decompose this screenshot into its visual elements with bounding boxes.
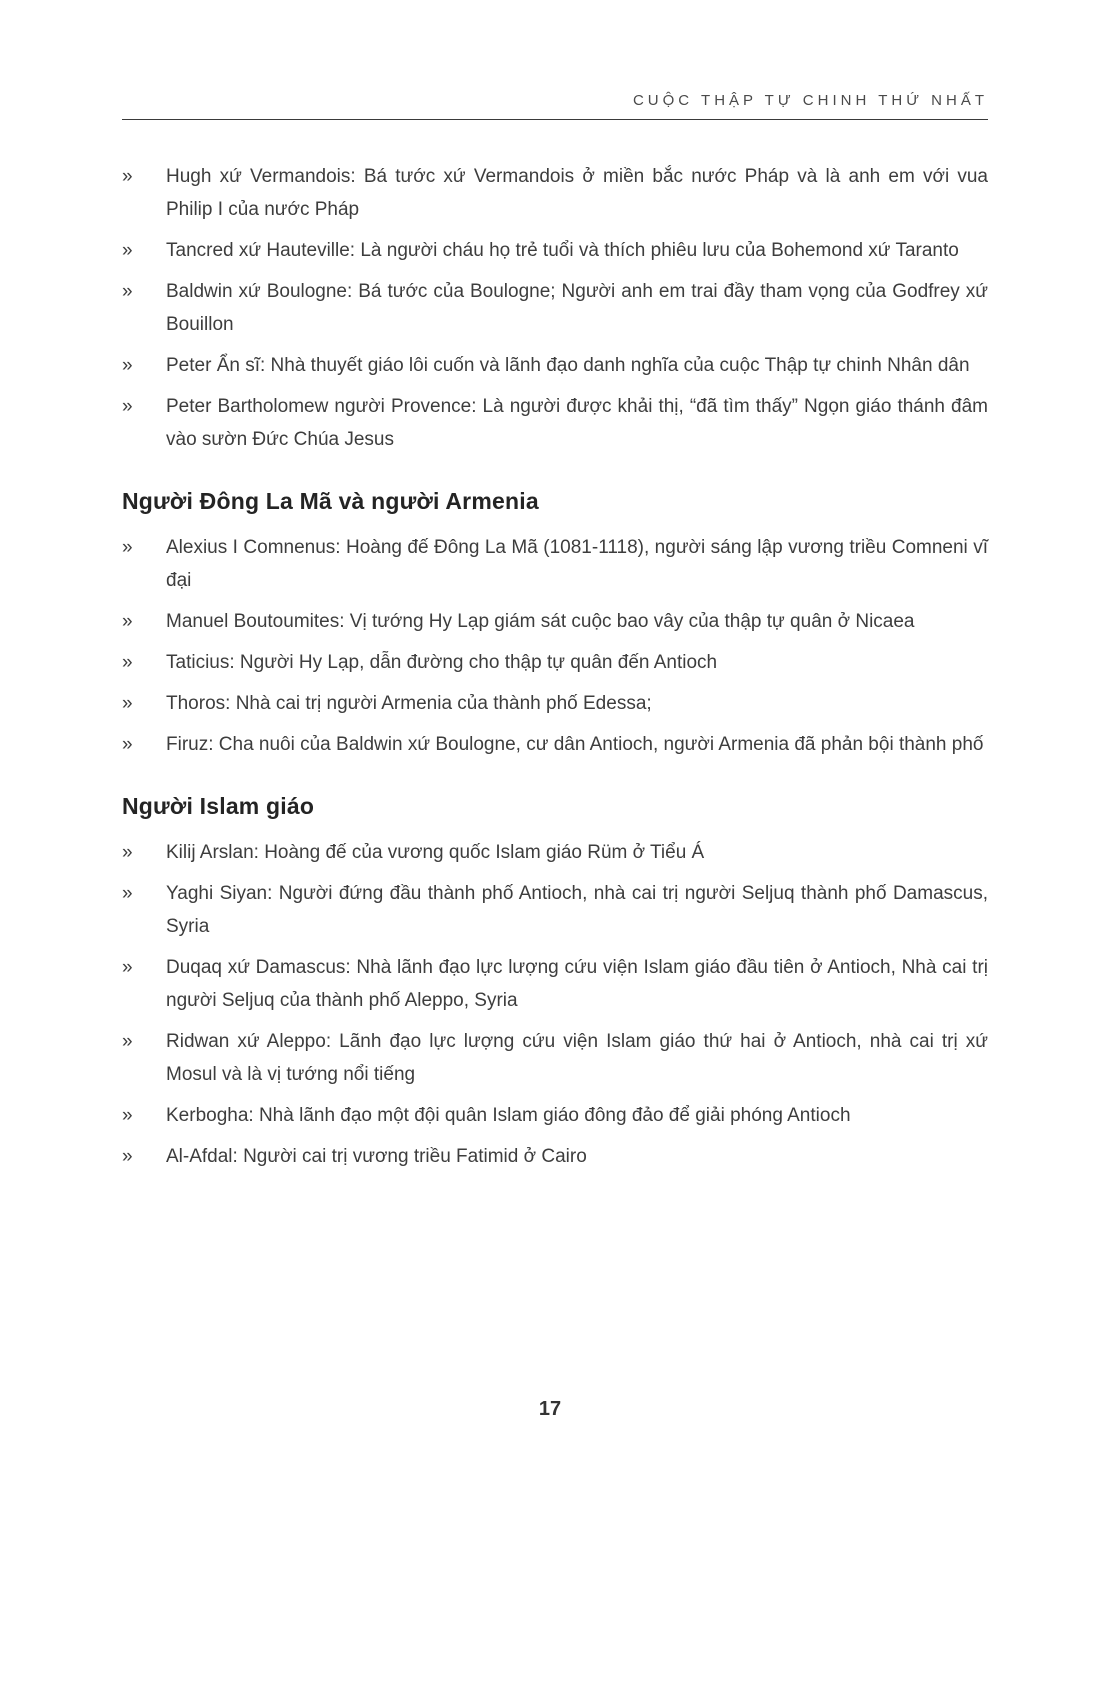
bullet-marker: » [122, 734, 133, 755]
list-item [122, 951, 988, 1017]
bullet-marker: » [122, 396, 133, 417]
bullet-marker: » [122, 166, 133, 187]
bullet-marker: » [122, 693, 133, 714]
list-item-text: Firuz: Cha nuôi của Baldwin xứ Boulogne, cư dân Antioch, người Armenia đã phản bội thành phố [166, 734, 984, 755]
list-item-text: Peter Ẩn sĩ: Nhà thuyết giáo lôi cuốn và lãnh đạo danh nghĩa của cuộc Thập tự chinh Nhân dân [166, 355, 970, 376]
list-item-text: Al-Afdal: Người cai trị vương triều Fatimid ở Cairo [166, 1146, 587, 1167]
list-item-text: Tancred xứ Hauteville: Là người cháu họ trẻ tuổi và thích phiêu lưu của Bohemond xứ Taranto [166, 240, 959, 261]
list-item [122, 836, 988, 869]
list-item [122, 1099, 988, 1132]
list-item-text: Alexius I Comnenus: Hoàng đế Đông La Mã (1081-1118), người sáng lập vương triều Comneni vĩ đại [166, 537, 988, 591]
list-item [122, 160, 988, 226]
list-item-text: Hugh xứ Vermandois: Bá tước xứ Vermandois ở miền bắc nước Pháp và là anh em với vua Philip I của nước Pháp [166, 166, 988, 220]
bullet-marker: » [122, 842, 133, 863]
bullet-marker: » [122, 652, 133, 673]
list-item-text: Thoros: Nhà cai trị người Armenia của thành phố Edessa; [166, 693, 652, 714]
section-heading: Người Islam giáo [122, 793, 315, 819]
list-item-text: Kerbogha: Nhà lãnh đạo một đội quân Islam giáo đông đảo để giải phóng Antioch [166, 1105, 851, 1126]
list-item-text: Duqaq xứ Damascus: Nhà lãnh đạo lực lượng cứu viện Islam giáo đầu tiên ở Antioch, Nhà cai trị người Seljuq của thành phố Aleppo, Syria [166, 957, 988, 1011]
bullet-marker: » [122, 1105, 133, 1126]
list-item [122, 234, 988, 267]
list-item-text: Yaghi Siyan: Người đứng đầu thành phố Antioch, nhà cai trị người Seljuq thành phố Damascus, Syria [166, 883, 988, 937]
bullet-marker: » [122, 1031, 133, 1052]
list-item-text: Peter Bartholomew người Provence: Là người được khải thị, “đã tìm thấy” Ngọn giáo thánh đâm vào sườn Đức Chúa Jesus [166, 396, 988, 450]
list-item [122, 646, 988, 679]
list-item-text: Taticius: Người Hy Lạp, dẫn đường cho thập tự quân đến Antioch [166, 652, 718, 673]
bullet-marker: » [122, 537, 133, 558]
running-header: CUỘC THẬP TỰ CHINH THỨ NHẤT [122, 92, 988, 120]
section-byzantines-armenians [122, 488, 988, 761]
section-muslims [122, 793, 988, 1173]
section-crusaders [122, 160, 988, 456]
section-heading: Người Đông La Mã và người Armenia [122, 488, 539, 514]
list-item [122, 531, 988, 597]
bullet-marker: » [122, 281, 133, 302]
bullet-marker: » [122, 240, 133, 261]
list-item-text: Manuel Boutoumites: Vị tướng Hy Lạp giám sát cuộc bao vây của thập tự quân ở Nicaea [166, 611, 915, 632]
bullet-marker: » [122, 355, 133, 376]
list-item [122, 349, 988, 382]
bullet-marker: » [122, 611, 133, 632]
list-item [122, 1140, 988, 1173]
list-item [122, 728, 988, 761]
list-item [122, 275, 988, 341]
list-item [122, 390, 988, 456]
list-item [122, 687, 988, 720]
list-item [122, 877, 988, 943]
list-item [122, 1025, 988, 1091]
list-item-text: Ridwan xứ Aleppo: Lãnh đạo lực lượng cứu viện Islam giáo thứ hai ở Antioch, nhà cai trị xứ Mosul và là vị tướng nổi tiếng [166, 1031, 988, 1085]
body-text [122, 160, 988, 1173]
list-item-text: Baldwin xứ Boulogne: Bá tước của Boulogne; Người anh em trai đầy tham vọng của Godfrey xứ Bouillon [166, 281, 988, 335]
bullet-marker: » [122, 1146, 133, 1167]
bullet-marker: » [122, 957, 133, 978]
page-content [122, 0, 988, 1181]
bullet-marker: » [122, 883, 133, 904]
page-number: 17 [538, 1398, 562, 1420]
list-item-text: Kilij Arslan: Hoàng đế của vương quốc Islam giáo Rüm ở Tiểu Á [166, 842, 705, 863]
list-item [122, 605, 988, 638]
